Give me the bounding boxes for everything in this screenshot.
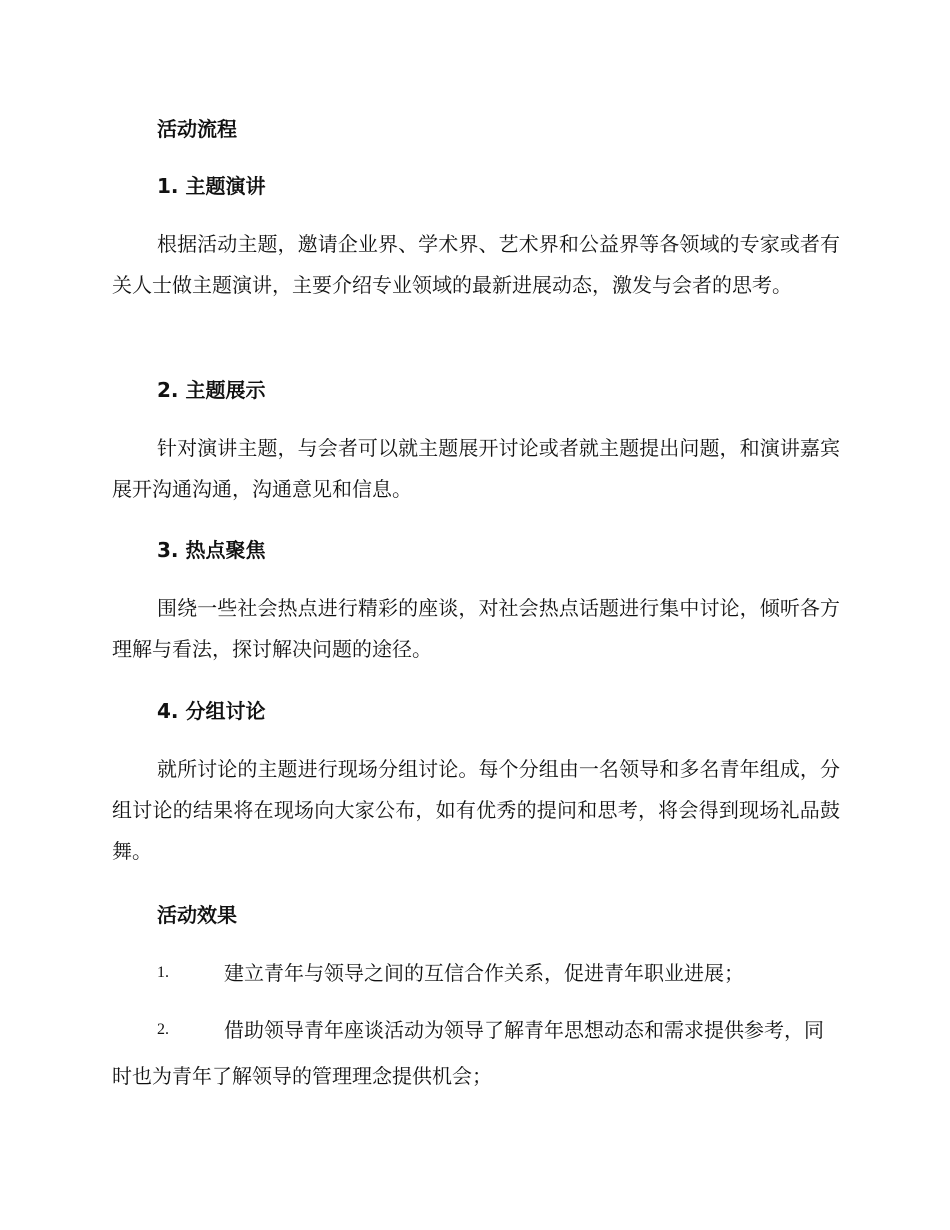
item-body-4: 就所讨论的主题进行现场分组讨论。每个分组由一名领导和多名青年组成，分组讨论的结果将在现场向大家公布，如有优秀的提问和思考，将会得到现场礼品鼓舞。 xyxy=(112,757,840,863)
item-heading-4: 4. 分组讨论 xyxy=(157,699,266,723)
effect-text-1: 建立青年与领导之间的互信合作关系，促进青年职业进展； xyxy=(224,961,744,985)
effect-number-1: 1. xyxy=(157,964,169,981)
effect-item-2 xyxy=(112,1007,840,1099)
item-body-2: 针对演讲主题，与会者可以就主题展开讨论或者就主题提出问题，和演讲嘉宾展开沟通沟通，沟通意见和信息。 xyxy=(112,436,840,501)
effect-text-2: 借助领导青年座谈活动为领导了解青年思想动态和需求提供参考，同时也为青年了解领导的管理理念提供机会； xyxy=(112,1018,824,1088)
item-heading-2: 2. 主题展示 xyxy=(157,378,266,402)
effect-item-1 xyxy=(112,950,840,996)
item-body-1: 根据活动主题，邀请企业界、学术界、艺术界和公益界等各领域的专家或者有关人士做主题演讲，主要介绍专业领域的最新进展动态，激发与会者的思考。 xyxy=(112,232,840,297)
item-heading-1: 1. 主题演讲 xyxy=(157,174,266,198)
section-title-effect: 活动效果 xyxy=(157,903,237,927)
item-body-3: 围绕一些社会热点进行精彩的座谈，对社会热点话题进行集中讨论，倾听各方理解与看法，探讨解决问题的途径。 xyxy=(112,596,840,661)
effect-number-2: 2. xyxy=(157,1021,169,1038)
item-heading-3: 3. 热点聚焦 xyxy=(157,538,266,562)
section-title-process: 活动流程 xyxy=(157,117,237,141)
